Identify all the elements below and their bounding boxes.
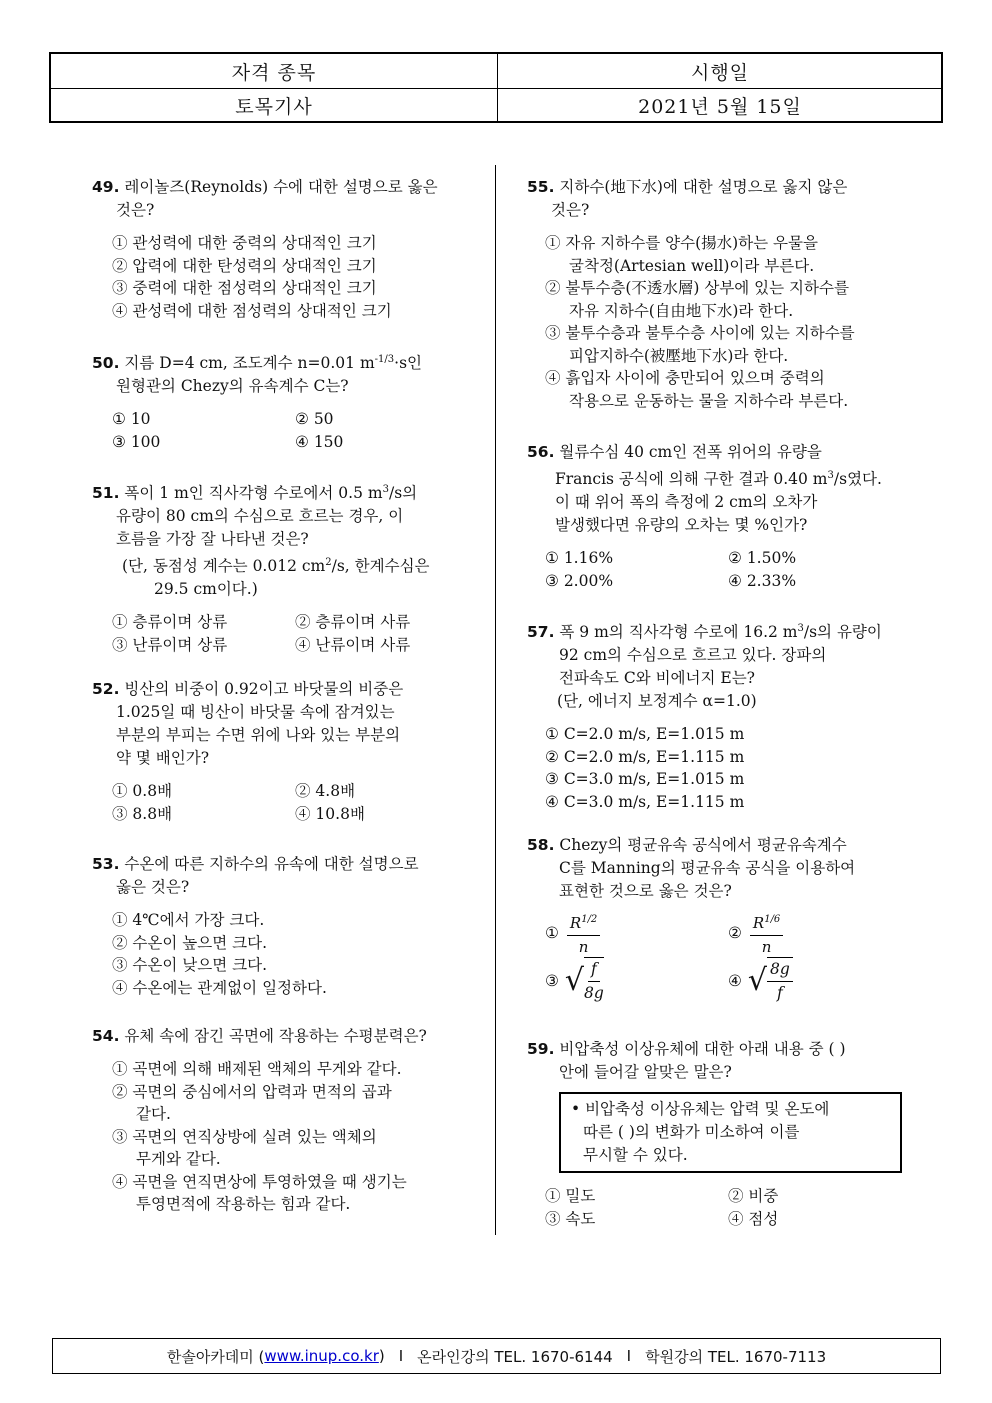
option-2[interactable]: ② 곡면의 중심에서의 압력과 면적의 곱과 [112,1082,392,1101]
option-mark: ② [728,923,742,942]
question-text [92,348,482,398]
fraction [567,908,600,959]
statement-box [559,1092,902,1173]
date-value: 2021년 5월 15일 [638,95,802,118]
option-4[interactable]: ④ 10.8배 [295,805,365,823]
question-line: 원형관의 Chezy의 유속계수 C는? [116,377,349,396]
question-line: 표현한 것으로 옳은 것은? [559,882,732,900]
question-line: 흐름을 가장 잘 나타낸 것은? [116,530,309,549]
formula-numerator: f [588,958,600,982]
formula-denominator: n [761,937,772,956]
option-2[interactable]: ② 층류이며 사류 [295,613,411,632]
option-1[interactable]: ① 4℃에서 가장 크다. [112,911,265,929]
paren-close: ) [378,1347,385,1365]
option-1[interactable]: ① 층류이며 상류 [112,613,228,632]
question-number: 55. [527,178,555,196]
formula-exponent: 1/6 [764,913,781,925]
question-line: 수온에 따른 지하수의 유속에 대한 설명으로 [124,855,419,873]
academy-name: 한솔아카데미 ( [166,1347,265,1366]
question-number: 54. [92,1027,120,1045]
option-1[interactable]: ① 자유 지하수를 양수(揚水)하는 우물을 [545,234,818,252]
option-4[interactable]: ④ 수온에는 관계없이 일정하다. [112,978,327,997]
option-2[interactable]: ② 4.8배 [295,782,356,800]
formula-base: R [569,913,582,932]
option-2[interactable]: ② 압력에 대한 탄성력의 상대적인 크기 [112,256,377,275]
formula-denominator: 8g [584,984,604,1002]
option-2[interactable]: ② 수온이 높으면 크다. [112,933,267,952]
box-line: 무시할 수 있다. [583,1146,688,1164]
website-link[interactable]: www.inup.co.kr [264,1347,379,1365]
header-row [51,54,941,89]
option-1[interactable] [545,911,728,955]
question-line: 발생했다면 유량의 오차는 몇 %인가? [555,516,808,535]
formula-base: R [752,913,765,932]
question-number: 52. [92,680,120,698]
option-1[interactable]: ① 1.16% [545,549,614,568]
radical-icon: √ [564,963,585,998]
question-49 [92,176,482,322]
options [545,723,927,813]
question-53 [92,853,487,999]
options [112,611,487,657]
superscript: 3 [382,484,389,495]
question-line: 빙산의 비중이 0.92이고 바닷물의 비중은 [124,680,404,698]
question-50 [92,348,482,454]
question-52 [92,678,487,826]
question-line: C를 Manning의 평균유속 공식을 이용하여 [559,859,856,877]
question-line: 1.025일 때 빙산이 바닷물 속에 잠겨있는 [116,703,395,721]
option-4[interactable]: ④ 관성력에 대한 점성력의 상대적인 크기 [112,301,392,320]
option-3[interactable]: ③ 2.00% [545,572,614,591]
question-line: 유체 속에 잠긴 곡면에 작용하는 수평분력은? [124,1027,427,1045]
formula-options [545,911,927,1003]
fraction [750,908,783,959]
option-4[interactable]: ④ 난류이며 사류 [295,636,411,655]
question-line: /s였다. [833,470,882,489]
question-line: 레이놀즈(Reynolds) 수에 대한 설명으로 옳은 [124,178,438,196]
option-4[interactable]: ④ 150 [295,433,344,452]
option-3-cont: 피압지하수(被壓地下水)라 한다. [569,346,789,365]
option-1[interactable]: ① 관성력에 대한 중력의 상대적인 크기 [112,234,377,252]
option-1[interactable]: ① 0.8배 [112,782,173,800]
option-2[interactable] [728,911,911,955]
column-divider [495,165,496,1235]
option-4[interactable]: ④ 흙입자 사이에 충만되어 있으며 중력의 [545,369,825,387]
subject-value: 토목기사 [51,88,498,122]
online-phone: 온라인강의 TEL. 1670-6144 [417,1347,613,1366]
question-line: 지름 D=4 cm, 조도계수 n=0.01 m [124,354,375,373]
option-3[interactable]: ③ C=3.0 m/s, E=1.015 m [545,770,745,789]
options [545,1185,927,1231]
options [545,547,927,593]
option-mark: ③ [545,971,559,990]
options [112,408,482,454]
question-text [92,853,487,899]
formula-denominator: n [578,937,589,956]
question-line: 약 몇 배인가? [116,749,210,767]
radical-icon: √ [747,963,768,998]
option-2[interactable]: ② 50 [295,410,334,429]
question-line: Chezy의 평균유속 공식에서 평균유속계수 [559,836,847,854]
option-3[interactable]: ③ 100 [112,433,161,452]
question-59 [527,1038,927,1231]
option-3[interactable]: ③ 난류이며 상류 [112,636,228,655]
subject-label: 자격 종목 [51,54,498,88]
separator: I [398,1347,404,1365]
option-1-cont: 굴착정(Artesian well)이라 부른다. [569,256,815,275]
exam-info-table [49,52,943,123]
option-3-cont: 무게와 같다. [136,1150,221,1168]
option-2-cont: 자유 지하수(自由地下水)라 한다. [569,301,794,320]
box-line: 따른 ( )의 변화가 미소하여 이를 [583,1123,800,1141]
separator: I [626,1347,632,1365]
question-58 [527,834,927,1003]
question-55 [527,176,922,412]
date-label: 시행일 [690,61,750,84]
question-number: 51. [92,484,120,503]
question-note: 29.5 cm이다.) [154,580,258,599]
question-text [92,1025,487,1048]
question-note: (단, 동점성 계수는 0.012 cm [122,557,326,576]
question-line: /s의 유량이 [803,623,882,642]
option-3[interactable]: ③ 중력에 대한 점성력의 상대적인 크기 [112,279,377,297]
option-2[interactable]: ② C=2.0 m/s, E=1.115 m [545,747,745,766]
question-number: 56. [527,443,555,461]
options [112,232,482,322]
option-4[interactable]: ④ 점성 [728,1210,779,1228]
question-number: 53. [92,855,120,873]
question-number: 58. [527,836,555,854]
option-4[interactable]: ④ 2.33% [728,572,797,591]
superscript: -1/3 [374,354,395,365]
question-line: 전파속도 C와 비에너지 E는? [559,669,755,688]
formula-numerator: 8g [767,958,793,982]
question-note: /s, 한계수심은 [331,557,430,576]
option-1[interactable]: ① 10 [112,410,151,429]
formula-denominator: f [777,984,783,1002]
option-4-cont: 투영면적에 작용하는 힘과 같다. [136,1195,351,1213]
option-4-cont: 작용으로 운동하는 물을 지하수라 부른다. [569,391,849,410]
option-4[interactable]: ④ 곡면을 연직면상에 투영하였을 때 생기는 [112,1172,407,1191]
option-1[interactable]: ① 곡면에 의해 배제된 액체의 무게와 같다. [112,1060,402,1078]
question-text [527,617,927,713]
question-text [527,1038,927,1084]
option-4[interactable]: ④ C=3.0 m/s, E=1.115 m [545,792,745,811]
question-line: 부분의 부피는 수면 위에 나와 있는 부분의 [116,726,401,744]
option-mark: ④ [728,971,742,990]
box-line: • 비압축성 이상유체는 압력 및 온도에 [571,1100,830,1118]
question-line: 이 때 위어 폭의 측정에 2 cm의 오차가 [555,493,818,512]
question-line: 폭 9 m의 직사각형 수로에 16.2 m [559,623,798,642]
question-line: 유량이 80 cm의 수심으로 흐르는 경우, 이 [116,507,404,526]
question-line: 92 cm의 수심으로 흐르고 있다. 장파의 [559,646,827,665]
option-3[interactable]: ③ 속도 [545,1210,596,1228]
options [112,780,487,826]
question-text [92,176,482,222]
option-3[interactable] [545,959,728,1003]
question-54 [92,1025,487,1216]
question-text [527,441,927,537]
question-text [527,176,922,222]
question-line: 폭이 1 m인 직사각형 수로에서 0.5 m [124,484,383,503]
superscript: 3 [827,470,834,481]
question-number: 49. [92,178,120,196]
option-2[interactable]: ② 1.50% [728,549,797,568]
option-1[interactable]: ① C=2.0 m/s, E=1.015 m [545,725,745,744]
question-line: /s의 [388,484,418,503]
question-text [92,678,487,770]
formula-exponent: 1/2 [581,913,598,925]
superscript: 2 [325,557,332,569]
footer [52,1338,941,1374]
question-51 [92,478,487,657]
option-2[interactable]: ② 불투수층(不透水層) 상부에 있는 지하수를 [545,279,849,297]
question-number: 57. [527,623,555,642]
square-root [748,957,793,1005]
option-3[interactable]: ③ 곡면의 연직상방에 실려 있는 액체의 [112,1127,377,1146]
question-line: Francis 공식에 의해 구한 결과 0.40 m [555,470,828,489]
value-row [51,88,941,122]
question-line: 안에 들어갈 알맞은 말은? [559,1063,732,1081]
options [545,232,922,412]
question-line: 월류수심 40 cm인 전폭 위어의 유량을 [559,443,822,461]
question-57 [527,617,927,813]
question-line: 것은? [116,201,155,219]
option-2[interactable]: ② 비중 [728,1187,779,1205]
option-2-cont: 같다. [136,1105,171,1123]
question-line: 지하수(地下水)에 대한 설명으로 옳지 않은 [559,178,848,196]
option-4[interactable] [728,959,911,1003]
question-line: 옳은 것은? [116,878,190,896]
question-line: 비압축성 이상유체에 대한 아래 내용 중 ( ) [559,1040,846,1058]
option-mark: ① [545,923,559,942]
offline-phone: 학원강의 TEL. 1670-7113 [645,1347,827,1366]
question-note: (단, 에너지 보정계수 α=1.0) [557,692,757,711]
option-3[interactable]: ③ 불투수층과 불투수층 사이에 있는 지하수를 [545,324,855,342]
question-line: 것은? [551,201,590,219]
options [112,909,487,999]
square-root [565,957,604,1005]
question-number: 59. [527,1040,555,1058]
option-3[interactable]: ③ 수온이 낮으면 크다. [112,956,267,974]
question-56 [527,441,927,593]
options [112,1058,487,1216]
question-number: 50. [92,354,120,373]
option-3[interactable]: ③ 8.8배 [112,805,173,823]
question-line: ·s인 [394,354,422,373]
question-text [527,834,927,903]
option-1[interactable]: ① 밀도 [545,1187,596,1205]
question-text [92,478,487,601]
superscript: 3 [797,623,804,634]
